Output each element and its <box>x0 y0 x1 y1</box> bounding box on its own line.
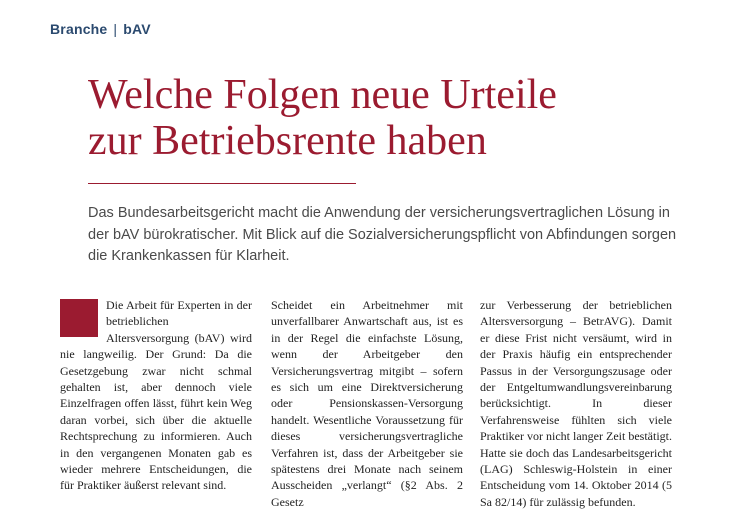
article-headline <box>88 72 708 164</box>
headline-line-1: Welche Folgen neue Urteile <box>88 72 557 118</box>
section-kicker <box>50 21 151 37</box>
column-2-text: Scheidet ein Arbeitnehmer mit unverfallbarer Anwartschaft aus, ist es in der Regel die einfachste Lösung, wenn der Arbeitgeber den Versicherungsvertrag mitgibt – sofern es sich um eine Direktversicherung oder Pensionskassen-Versorgung handelt. Wesentliche Voraussetzung für dieses versicherungsvertragliche Verfahren ist, dass der Arbeitgeber sie spätestens drei Monate nach seinem Ausscheiden „verlangt“ (§2 Abs. 2 Gesetz <box>271 298 463 509</box>
topic-label: bAV <box>123 21 151 37</box>
headline-divider <box>88 183 356 184</box>
article-column-3 <box>480 297 672 510</box>
headline-line-2: zur Betriebsrente haben <box>88 118 487 164</box>
column-3-text: zur Verbesserung der betrieblichen Altersversorgung – BetrAVG). Damit er diese Frist nicht versäumt, wird in der Praxis häufig ein entsprechender Passus in der Versorgungszusage oder der Entgeltumwandlungsvereinbarung berücksichtigt. In dieser Verfahrensweise fühlten sich viele Praktiker vor nicht langer Zeit bestätigt. Hatte sie doch das Landesarbeitsgericht (LAG) Schleswig-Holstein in einer Entscheidung vom 14. Oktober 2014 (5 Sa 82/14) für zulässig befunden. <box>480 298 672 509</box>
column-1-text: Die Arbeit für Experten in der betrieblichen Altersversorgung (bAV) wird nie langweilig. Der Grund: Da die Gesetzgebung zwar nicht schmal gehalten ist, aber dennoch viele Einzelfragen offen lässt, führt kein Weg daran vorbei, sich über die aktuelle Rechtsprechung zu informieren. Auch in den vergangenen Monaten gab es wieder mehrere Entscheidungen, die für Praktiker äußerst relevant sind. <box>60 298 252 493</box>
kicker-separator: | <box>113 21 118 37</box>
section-label: Branche <box>50 21 108 37</box>
drop-cap-block <box>60 299 98 337</box>
article-column-1 <box>60 297 252 494</box>
article-lead: Das Bundesarbeitsgericht macht die Anwendung der versicherungsvertraglichen Lösung in der bAV bürokratischer. Mit Blick auf die Sozialversicherungspflicht von Abfindungen sorgen die Krankenkassen für Klarheit. <box>88 205 677 264</box>
article-column-2 <box>271 297 463 510</box>
